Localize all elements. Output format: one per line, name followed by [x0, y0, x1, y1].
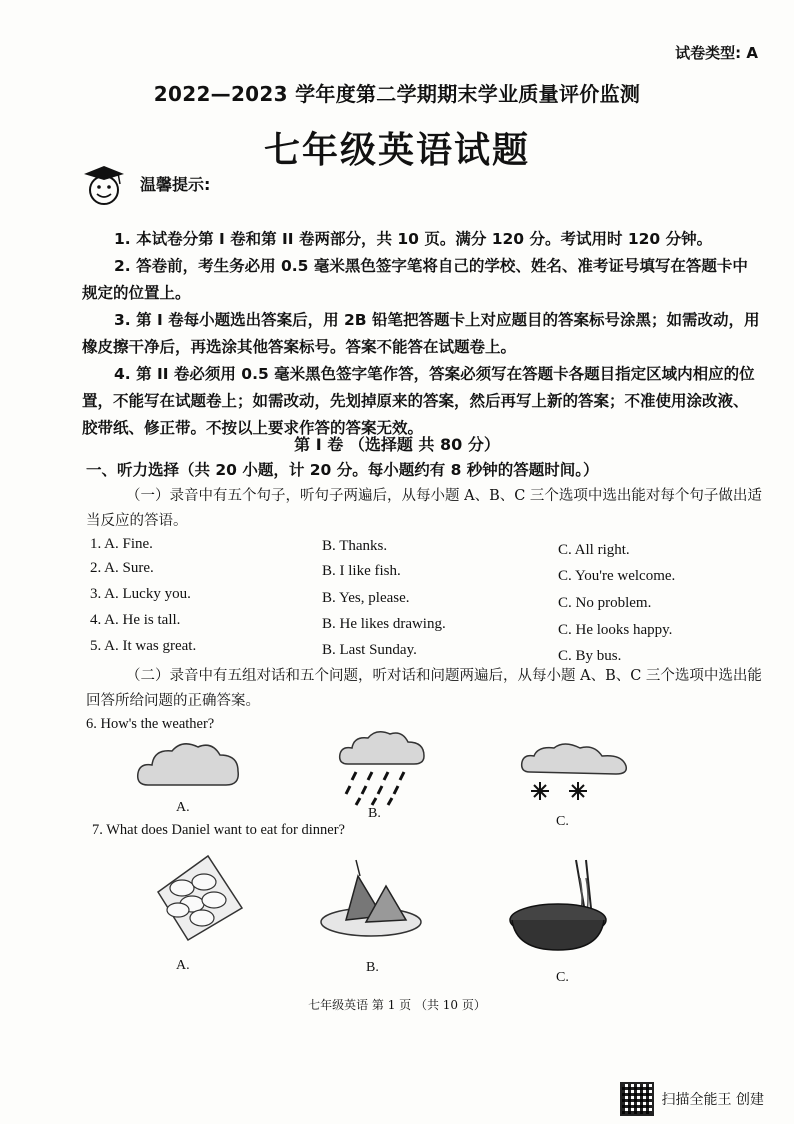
q4-option-b: B. He likes drawing. [322, 616, 446, 632]
note-3: 3. 第 I 卷每小题选出答案后，用 2B 铅笔把答题卡上对应题目的答案标号涂黑；如需改动，用橡皮擦干净后，再选涂其他答案标号。答案不能答在试题卷上。 [82, 311, 760, 356]
note-2: 2. 答卷前，考生务必用 0.5 毫米黑色签字笔将自己的学校、姓名、准考证号填写在答题卡中规定的位置上。 [82, 257, 748, 302]
instruction-1 [86, 484, 766, 534]
q5-option-b: B. Last Sunday. [322, 642, 417, 658]
q2-option-c: C. You're welcome. [558, 568, 676, 584]
q2-option-a: 2. A. Sure. [90, 560, 154, 576]
q6-label-c: C. [556, 814, 569, 829]
snow-icon [518, 742, 638, 808]
note-4: 4. 第 II 卷必须用 0.5 毫米黑色签字笔作答，答案必须写在答题卡各题目指定区域内相应的位置，不能写在试题卷上；如需改动，先划掉原来的答案，然后再写上新的答案；不准使用涂改液、胶带纸、修正带。不按以上要求作答的答案无效。 [82, 365, 755, 437]
page-footer: 七年级英语 第 1 页 （共 10 页） [308, 998, 486, 1012]
q7-text: 7. What does Daniel want to eat for dinner? [92, 822, 345, 838]
q3-option-b: B. Yes, please. [322, 590, 410, 606]
noodles-icon [506, 858, 616, 954]
note-1: 1. 本试卷分第 I 卷和第 II 卷两部分，共 10 页。满分 120 分。考试用时 120 分钟。 [114, 230, 713, 248]
scanner-text: 扫描全能王 创建 [661, 1092, 764, 1108]
q6-text: 6. How's the weather? [86, 716, 215, 732]
q3-option-a: 3. A. Lucky you. [90, 586, 191, 602]
q4-option-a: 4. A. He is tall. [90, 612, 181, 628]
paper-type-label: 试卷类型: A [675, 44, 758, 62]
q1-option-b: B. Thanks. [322, 538, 388, 554]
q2-option-b: B. I like fish. [322, 563, 401, 579]
section-heading: 一、听力选择（共 20 小题，计 20 分。每小题约有 8 秒钟的答题时间。） [86, 461, 599, 479]
q7-label-c: C. [556, 970, 569, 985]
q4-option-c: C. He looks happy. [558, 622, 673, 638]
notes-block [82, 226, 762, 442]
q5-option-c: C. By bus. [558, 648, 622, 664]
q6-label-a: A. [176, 800, 190, 815]
dumplings-icon [148, 852, 248, 942]
q5-option-a: 5. A. It was great. [90, 638, 197, 654]
q6-label-b: B. [368, 806, 381, 821]
zongzi-icon [316, 856, 426, 946]
instruction-2-text: （二）录音中有五组对话和五个问题，听对话和问题两遍后，从每小题 A、B、C 三个选项中选出能回答所给问题的正确答案。 [86, 668, 762, 709]
exam-title: 2022—2023 学年度第二学期期末学业质量评价监测 [153, 82, 641, 106]
q1-option-a: 1. A. Fine. [90, 536, 153, 552]
q7-label-a: A. [176, 958, 190, 973]
q3-option-c: C. No problem. [558, 595, 652, 611]
qr-code-icon [620, 1082, 654, 1116]
rain-icon [338, 728, 428, 806]
smiley-icon [78, 160, 130, 208]
q7-label-b: B. [366, 960, 379, 975]
part-heading: 第 I 卷 （选择题 共 80 分） [294, 435, 500, 454]
instruction-2 [86, 664, 766, 714]
exam-subtitle: 七年级英语试题 [263, 130, 530, 171]
tips-heading: 温馨提示: [140, 175, 211, 194]
scanner-watermark [620, 1082, 764, 1116]
q1-option-c: C. All right. [558, 542, 630, 558]
instruction-1-text: （一）录音中有五个句子，听句子两遍后，从每小题 A、B、C 三个选项中选出能对每个句子做出适当反应的答语。 [86, 488, 762, 529]
cloudy-icon [134, 735, 244, 795]
